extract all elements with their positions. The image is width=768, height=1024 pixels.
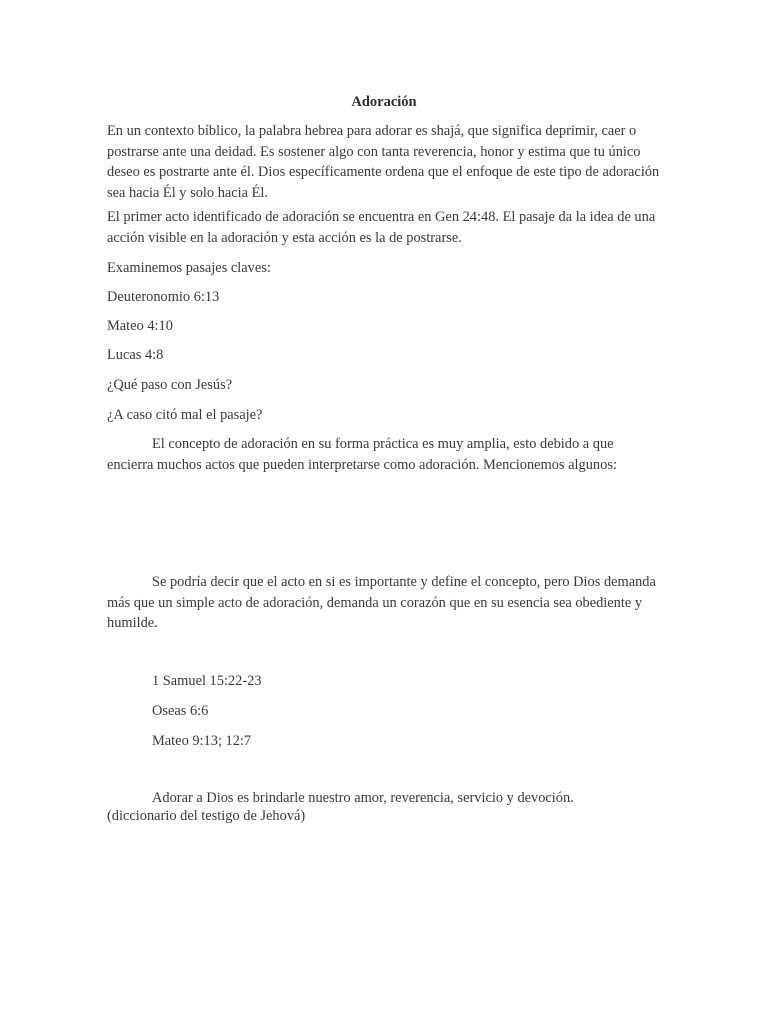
question-jesus: ¿Qué paso con Jesús? [107, 377, 233, 393]
reference-deuteronomio: Deuteronomio 6:13 [107, 289, 220, 305]
definition-source: (diccionario del testigo de Jehová) [107, 808, 306, 824]
paragraph-heart: Se podría decir que el acto en si es importante y define el concepto, pero Dios demanda más que un simple acto de adoración, demanda un corazón que en su esencia sea obediente y humilde. [107, 574, 656, 631]
paragraph-first-act: El primer acto identificado de adoración se encuentra en Gen 24:48. El pasaje da la idea de una acción visible en la adoración y esta acción es la de postrarse. [107, 209, 656, 246]
key-passages-heading: Examinemos pasajes claves: [107, 260, 271, 276]
reference-mateo-4: Mateo 4:10 [107, 318, 173, 334]
reference-lucas: Lucas 4:8 [107, 347, 164, 363]
question-citation: ¿A caso citó mal el pasaje? [107, 407, 263, 423]
reference-samuel: 1 Samuel 15:22-23 [152, 673, 262, 689]
reference-mateo-9: Mateo 9:13; 12:7 [152, 733, 252, 749]
paragraph-intro: En un contexto bíblico, la palabra hebrea para adorar es shajá, que significa deprimir, caer o postrarse ante una deidad. Es sostener algo con tanta reverencia, honor y estima que tu único deseo es postrarte ante él. Dios específicamente ordena que el enfoque de este tipo de adoración sea hacia Él y solo hacia Él. [107, 123, 660, 201]
page-title: Adoración [351, 94, 417, 110]
paragraph-definition: Adorar a Dios es brindarle nuestro amor, reverencia, servicio y devoción. [152, 790, 574, 806]
paragraph-concept: El concepto de adoración en su forma práctica es muy amplia, esto debido a que encierra muchos actos que pueden interpretarse como adoración. Mencionemos algunos: [107, 436, 617, 473]
reference-oseas: Oseas 6:6 [152, 703, 209, 719]
